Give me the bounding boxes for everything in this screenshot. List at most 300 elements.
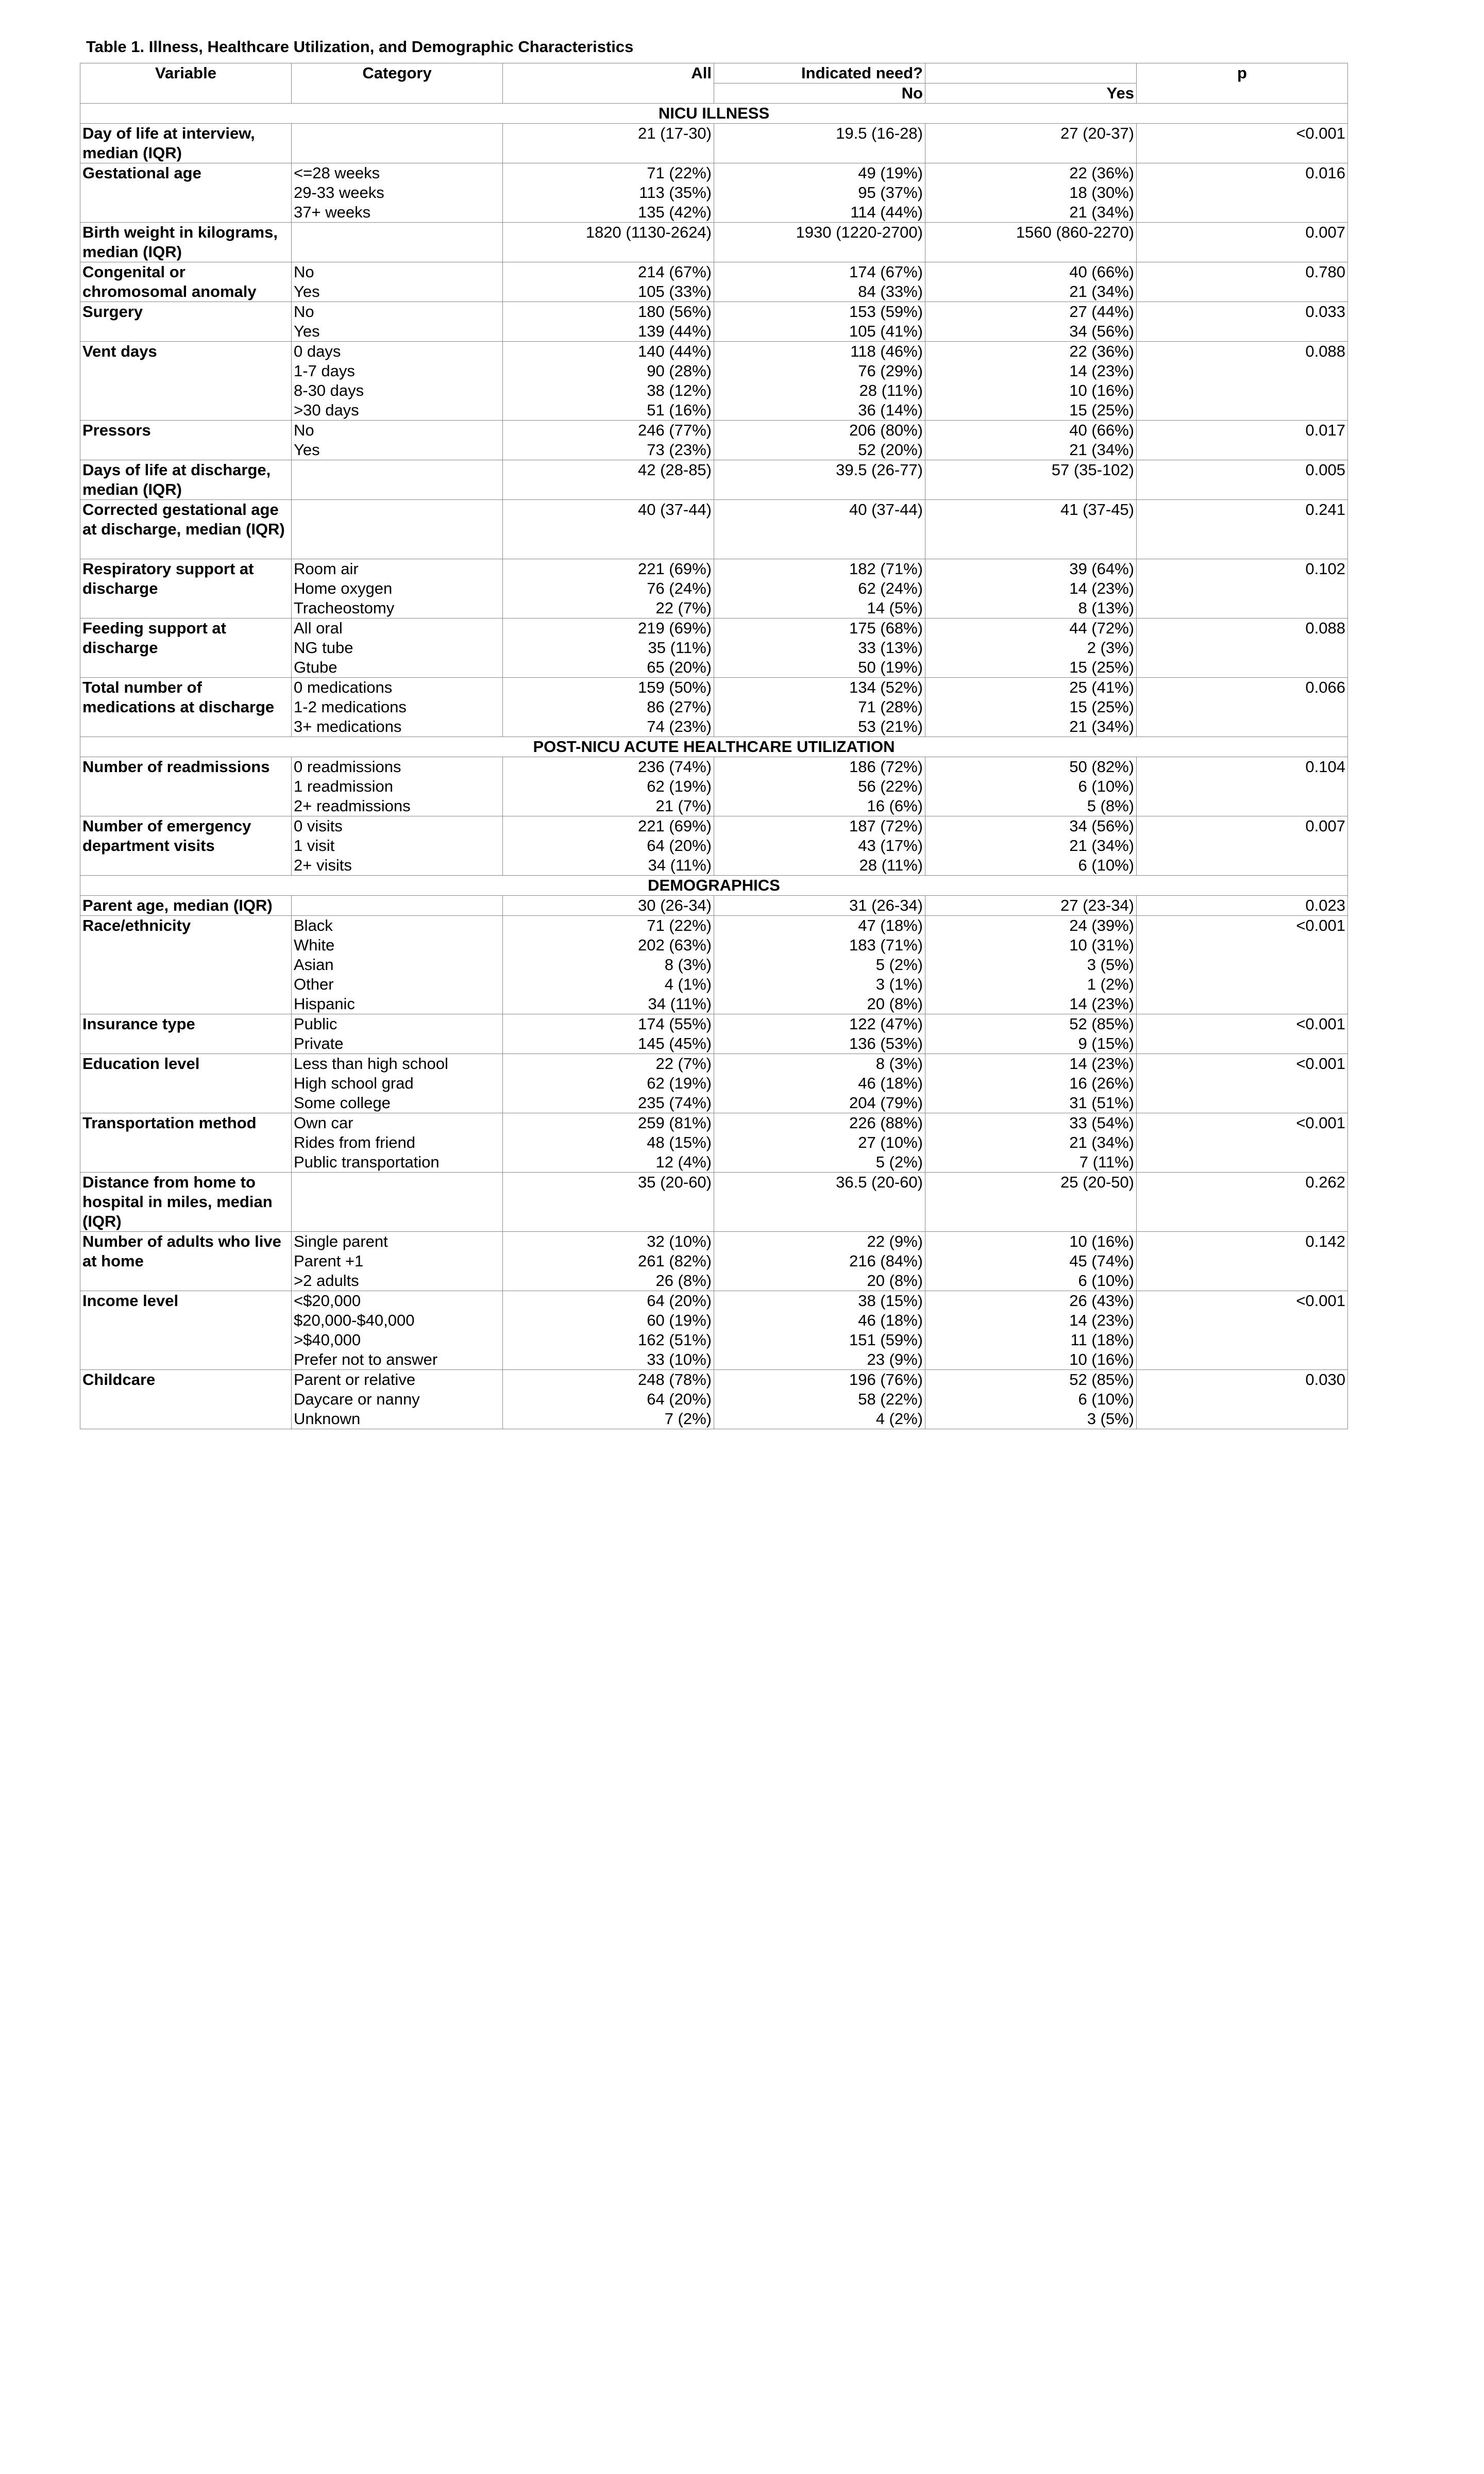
header-row-1 — [80, 63, 1348, 83]
category-cell — [292, 124, 503, 163]
table-row — [80, 1291, 1348, 1370]
yes-value: 6 (10%) — [1078, 856, 1134, 874]
no-value: 76 (29%) — [858, 362, 923, 380]
table-row — [80, 460, 1348, 500]
category-value: Yes — [294, 441, 320, 459]
yes-value: 14 (23%) — [1069, 995, 1134, 1013]
all-cell — [503, 460, 714, 500]
category-cell — [292, 223, 503, 262]
header-all: All — [503, 63, 714, 104]
table-row — [80, 816, 1348, 876]
header-indicated-need: Indicated need? — [714, 63, 925, 83]
category-value — [294, 1173, 500, 1192]
all-value: 221 (69%) — [637, 560, 712, 578]
yes-value: 15 (25%) — [1069, 698, 1134, 716]
p-value-cell: 0.017 — [1137, 421, 1348, 460]
no-value: 196 (76%) — [849, 1370, 923, 1389]
all-value: 30 (26-34) — [637, 896, 712, 914]
variable-cell: Total number of medications at discharge — [80, 678, 292, 737]
all-value: 135 (42%) — [637, 203, 712, 221]
yes-value: 10 (16%) — [1069, 381, 1134, 399]
all-value: 26 (8%) — [655, 1272, 712, 1290]
variable-cell: Race/ethnicity — [80, 916, 292, 1014]
no-cell — [714, 1054, 925, 1113]
category-value: 0 readmissions — [294, 758, 401, 776]
no-value: 16 (6%) — [867, 797, 923, 815]
category-cell — [292, 618, 503, 678]
no-value: 153 (59%) — [849, 303, 923, 321]
p-value-cell: 0.088 — [1137, 342, 1348, 421]
all-cell — [503, 678, 714, 737]
yes-cell — [925, 1054, 1137, 1113]
category-value: Room air — [294, 560, 359, 578]
no-value: 118 (46%) — [850, 342, 923, 360]
category-cell — [292, 816, 503, 876]
yes-cell — [925, 421, 1137, 460]
yes-value: 14 (23%) — [1069, 1055, 1134, 1073]
all-value: 64 (20%) — [647, 837, 712, 855]
yes-value: 27 (23-34) — [1060, 896, 1134, 914]
variable-cell: Childcare — [80, 1370, 292, 1429]
all-value: 219 (69%) — [637, 619, 712, 637]
all-value: 62 (19%) — [647, 1074, 712, 1092]
no-value: 71 (28%) — [858, 698, 923, 716]
no-value: 5 (2%) — [875, 1153, 923, 1171]
yes-cell — [925, 460, 1137, 500]
yes-value: 15 (25%) — [1069, 401, 1134, 419]
category-value — [294, 896, 500, 915]
no-value: 175 (68%) — [849, 619, 923, 637]
yes-value: 26 (43%) — [1069, 1292, 1134, 1310]
table-row — [80, 757, 1348, 816]
no-value: 114 (44%) — [850, 203, 923, 221]
all-value: 162 (51%) — [637, 1331, 712, 1349]
all-value: 7 (2%) — [664, 1410, 712, 1428]
category-cell — [292, 559, 503, 618]
no-value: 95 (37%) — [858, 183, 923, 202]
no-cell — [714, 1232, 925, 1291]
table-row — [80, 124, 1348, 163]
all-value: 1820 (1130-2624) — [585, 223, 712, 241]
p-value-cell: 0.104 — [1137, 757, 1348, 816]
all-value: 180 (56%) — [637, 303, 712, 321]
yes-value: 9 (15%) — [1078, 1034, 1134, 1052]
table-row — [80, 678, 1348, 737]
category-cell — [292, 1291, 503, 1370]
yes-value: 57 (35-102) — [1051, 461, 1134, 479]
no-value: 3 (1%) — [875, 975, 923, 993]
all-value: 236 (74%) — [637, 758, 712, 776]
yes-value: 41 (37-45) — [1060, 500, 1134, 519]
table-row — [80, 262, 1348, 302]
category-value: Public — [294, 1015, 338, 1033]
all-value: 21 (17-30) — [637, 124, 712, 142]
all-cell — [503, 223, 714, 262]
table-row — [80, 500, 1348, 559]
yes-value: 21 (34%) — [1069, 203, 1134, 221]
yes-cell — [925, 896, 1137, 916]
yes-value: 33 (54%) — [1069, 1114, 1134, 1132]
all-cell — [503, 618, 714, 678]
no-value: 28 (11%) — [859, 381, 923, 399]
yes-value: 7 (11%) — [1079, 1153, 1134, 1171]
header-category: Category — [292, 63, 503, 104]
yes-value: 6 (10%) — [1078, 1390, 1134, 1408]
no-cell — [714, 163, 925, 223]
table-row — [80, 916, 1348, 1014]
yes-cell — [925, 916, 1137, 1014]
no-value: 206 (80%) — [849, 421, 923, 439]
yes-value: 31 (51%) — [1069, 1094, 1134, 1112]
yes-value: 27 (20-37) — [1060, 124, 1134, 142]
yes-cell — [925, 1370, 1137, 1429]
all-value: 62 (19%) — [647, 777, 712, 795]
yes-value: 14 (23%) — [1069, 1311, 1134, 1329]
category-value: No — [294, 263, 314, 281]
all-value: 60 (19%) — [647, 1311, 712, 1329]
no-value: 84 (33%) — [858, 282, 923, 300]
category-value: Rides from friend — [294, 1133, 416, 1151]
variable-cell: Birth weight in kilograms, median (IQR) — [80, 223, 292, 262]
p-value-cell: 0.007 — [1137, 816, 1348, 876]
yes-value: 27 (44%) — [1069, 303, 1134, 321]
p-value-cell: 0.066 — [1137, 678, 1348, 737]
all-value: 73 (23%) — [647, 441, 712, 459]
category-value: Home oxygen — [294, 579, 393, 597]
yes-value: 3 (5%) — [1087, 1410, 1134, 1428]
all-value: 74 (23%) — [647, 717, 712, 735]
yes-cell — [925, 678, 1137, 737]
yes-value: 11 (18%) — [1070, 1331, 1134, 1349]
header-blank — [925, 63, 1137, 83]
no-cell — [714, 302, 925, 342]
category-value: Yes — [294, 322, 320, 340]
no-cell — [714, 223, 925, 262]
category-cell — [292, 1173, 503, 1232]
all-cell — [503, 124, 714, 163]
section-title: DEMOGRAPHICS — [80, 876, 1348, 896]
all-value: 261 (82%) — [637, 1252, 712, 1270]
yes-cell — [925, 500, 1137, 559]
no-value: 105 (41%) — [849, 322, 923, 340]
no-value: 20 (8%) — [867, 1272, 923, 1290]
yes-value: 14 (23%) — [1069, 579, 1134, 597]
p-value-cell: 0.016 — [1137, 163, 1348, 223]
all-value: 35 (20-60) — [637, 1173, 712, 1191]
all-value: 40 (37-44) — [637, 500, 712, 519]
category-value: Hispanic — [294, 995, 355, 1013]
variable-cell: Day of life at interview, median (IQR) — [80, 124, 292, 163]
category-value: 37+ weeks — [294, 203, 371, 221]
yes-value: 25 (41%) — [1069, 678, 1134, 696]
no-value: 4 (2%) — [875, 1410, 923, 1428]
no-value: 39.5 (26-77) — [836, 461, 923, 479]
yes-value: 10 (31%) — [1069, 936, 1134, 954]
yes-value: 25 (20-50) — [1060, 1173, 1134, 1191]
table-row — [80, 421, 1348, 460]
all-cell — [503, 1232, 714, 1291]
no-cell — [714, 460, 925, 500]
no-cell — [714, 124, 925, 163]
all-value: 48 (15%) — [647, 1133, 712, 1151]
table-row — [80, 1173, 1348, 1232]
all-value: 105 (33%) — [637, 282, 712, 300]
all-value: 38 (12%) — [647, 381, 712, 399]
category-value: Daycare or nanny — [294, 1390, 420, 1408]
category-value: Some college — [294, 1094, 391, 1112]
no-value: 216 (84%) — [849, 1252, 923, 1270]
yes-value: 5 (8%) — [1087, 797, 1134, 815]
all-cell — [503, 816, 714, 876]
yes-value: 8 (13%) — [1078, 599, 1134, 617]
table-row — [80, 1370, 1348, 1429]
category-value: 1-2 medications — [294, 698, 407, 716]
variable-cell: Respiratory support at discharge — [80, 559, 292, 618]
no-value: 136 (53%) — [849, 1034, 923, 1052]
no-value: 36.5 (20-60) — [836, 1173, 923, 1191]
no-value: 53 (21%) — [858, 717, 923, 735]
all-value: 8 (3%) — [664, 956, 712, 974]
category-value: <=28 weeks — [294, 164, 380, 182]
all-value: 65 (20%) — [647, 658, 712, 676]
variable-cell: Days of life at discharge, median (IQR) — [80, 460, 292, 500]
no-cell — [714, 618, 925, 678]
no-value: 174 (67%) — [849, 263, 923, 281]
yes-value: 50 (82%) — [1069, 758, 1134, 776]
section-title: NICU ILLNESS — [80, 104, 1348, 124]
no-value: 40 (37-44) — [849, 500, 923, 519]
table-row — [80, 618, 1348, 678]
no-value: 43 (17%) — [858, 837, 923, 855]
variable-cell: Vent days — [80, 342, 292, 421]
header-yes: Yes — [925, 83, 1137, 104]
category-value: 0 days — [294, 342, 341, 360]
all-value: 140 (44%) — [637, 342, 712, 360]
yes-value: 16 (26%) — [1069, 1074, 1134, 1092]
yes-cell — [925, 1173, 1137, 1232]
all-value: 71 (22%) — [647, 164, 712, 182]
no-cell — [714, 816, 925, 876]
category-cell — [292, 916, 503, 1014]
yes-value: 44 (72%) — [1069, 619, 1134, 637]
variable-cell: Parent age, median (IQR) — [80, 896, 292, 916]
all-cell — [503, 342, 714, 421]
category-value: No — [294, 303, 314, 321]
category-value: Own car — [294, 1114, 353, 1132]
category-cell — [292, 342, 503, 421]
no-value: 14 (5%) — [867, 599, 923, 617]
header-no: No — [714, 83, 925, 104]
no-value: 47 (18%) — [858, 916, 923, 934]
p-value-cell: 0.088 — [1137, 618, 1348, 678]
yes-value: 1 (2%) — [1087, 975, 1134, 993]
no-cell — [714, 1173, 925, 1232]
category-value: Unknown — [294, 1410, 361, 1428]
category-value: Other — [294, 975, 334, 993]
category-cell — [292, 757, 503, 816]
section-row — [80, 104, 1348, 124]
category-cell — [292, 500, 503, 559]
all-value: 235 (74%) — [637, 1094, 712, 1112]
no-value: 46 (18%) — [858, 1074, 923, 1092]
yes-cell — [925, 618, 1137, 678]
p-value-cell: 0.023 — [1137, 896, 1348, 916]
no-cell — [714, 678, 925, 737]
category-cell — [292, 1232, 503, 1291]
p-value-cell: 0.007 — [1137, 223, 1348, 262]
category-value: >2 adults — [294, 1272, 359, 1290]
category-value: 2+ readmissions — [294, 797, 411, 815]
category-value: Parent +1 — [294, 1252, 364, 1270]
table-row — [80, 223, 1348, 262]
category-value: 1 visit — [294, 837, 335, 855]
yes-value: 21 (34%) — [1069, 717, 1134, 735]
p-value-cell: <0.001 — [1137, 1014, 1348, 1054]
all-cell — [503, 1173, 714, 1232]
yes-value: 21 (34%) — [1069, 282, 1134, 300]
data-table — [80, 63, 1348, 1429]
all-cell — [503, 757, 714, 816]
no-value: 187 (72%) — [849, 817, 923, 835]
yes-cell — [925, 1232, 1137, 1291]
all-value: 202 (63%) — [637, 936, 712, 954]
yes-value: 52 (85%) — [1069, 1370, 1134, 1389]
table-row — [80, 342, 1348, 421]
section-title: POST-NICU ACUTE HEALTHCARE UTILIZATION — [80, 737, 1348, 757]
category-value: Single parent — [294, 1232, 388, 1250]
category-value: 1 readmission — [294, 777, 393, 795]
category-cell — [292, 262, 503, 302]
no-value: 50 (19%) — [858, 658, 923, 676]
p-value-cell: 0.142 — [1137, 1232, 1348, 1291]
yes-value: 2 (3%) — [1087, 639, 1134, 657]
yes-value: 15 (25%) — [1069, 658, 1134, 676]
category-value: 3+ medications — [294, 717, 402, 735]
category-value — [294, 124, 500, 143]
category-value: Public transportation — [294, 1153, 440, 1171]
all-value: 159 (50%) — [637, 678, 712, 696]
no-value: 52 (20%) — [858, 441, 923, 459]
all-value: 34 (11%) — [648, 995, 712, 1013]
category-cell — [292, 1054, 503, 1113]
yes-cell — [925, 342, 1137, 421]
yes-cell — [925, 262, 1137, 302]
no-value: 22 (9%) — [867, 1232, 923, 1250]
no-value: 19.5 (16-28) — [836, 124, 923, 142]
category-value: Asian — [294, 956, 334, 974]
category-cell — [292, 460, 503, 500]
no-value: 20 (8%) — [867, 995, 923, 1013]
category-value: Tracheostomy — [294, 599, 395, 617]
all-cell — [503, 262, 714, 302]
category-value: 0 medications — [294, 678, 393, 696]
table-title: Table 1. Illness, Healthcare Utilization, and Demographic Characteristics — [86, 38, 634, 56]
yes-cell — [925, 1291, 1137, 1370]
all-value: 51 (16%) — [647, 401, 712, 419]
p-value-cell: 0.102 — [1137, 559, 1348, 618]
no-cell — [714, 1370, 925, 1429]
yes-cell — [925, 223, 1137, 262]
variable-cell: Feeding support at discharge — [80, 618, 292, 678]
no-value: 8 (3%) — [875, 1055, 923, 1073]
section-row — [80, 737, 1348, 757]
no-value: 62 (24%) — [858, 579, 923, 597]
yes-value: 34 (56%) — [1069, 817, 1134, 835]
yes-cell — [925, 816, 1137, 876]
all-value: 32 (10%) — [647, 1232, 712, 1250]
variable-cell: Number of emergency department visits — [80, 816, 292, 876]
variable-cell: Gestational age — [80, 163, 292, 223]
all-cell — [503, 1014, 714, 1054]
no-value: 36 (14%) — [858, 401, 923, 419]
yes-cell — [925, 1113, 1137, 1173]
category-value: >$40,000 — [294, 1331, 361, 1349]
all-value: 21 (7%) — [655, 797, 712, 815]
table-row — [80, 1232, 1348, 1291]
all-cell — [503, 1054, 714, 1113]
p-value-cell: 0.780 — [1137, 262, 1348, 302]
variable-cell: Income level — [80, 1291, 292, 1370]
no-cell — [714, 500, 925, 559]
category-value — [294, 460, 500, 480]
variable-cell: Transportation method — [80, 1113, 292, 1173]
category-value: >30 days — [294, 401, 359, 419]
yes-value: 10 (16%) — [1069, 1350, 1134, 1368]
table-row — [80, 1014, 1348, 1054]
p-value-cell: 0.241 — [1137, 500, 1348, 559]
category-value: <$20,000 — [294, 1292, 361, 1310]
yes-cell — [925, 757, 1137, 816]
all-cell — [503, 559, 714, 618]
yes-value: 1560 (860-2270) — [1016, 223, 1134, 241]
yes-value: 39 (64%) — [1069, 560, 1134, 578]
category-value: 29-33 weeks — [294, 183, 384, 202]
all-value: 71 (22%) — [647, 916, 712, 934]
yes-value: 18 (30%) — [1069, 183, 1134, 202]
category-value: Private — [294, 1034, 344, 1052]
no-value: 58 (22%) — [858, 1390, 923, 1408]
p-value-cell: <0.001 — [1137, 1113, 1348, 1173]
yes-value: 40 (66%) — [1069, 421, 1134, 439]
all-cell — [503, 1113, 714, 1173]
table-row — [80, 896, 1348, 916]
yes-cell — [925, 302, 1137, 342]
category-cell — [292, 163, 503, 223]
table-row — [80, 1054, 1348, 1113]
category-cell — [292, 1113, 503, 1173]
no-value: 1930 (1220-2700) — [796, 223, 923, 241]
all-value: 139 (44%) — [637, 322, 712, 340]
yes-cell — [925, 559, 1137, 618]
variable-cell: Number of adults who live at home — [80, 1232, 292, 1291]
no-cell — [714, 559, 925, 618]
variable-cell: Education level — [80, 1054, 292, 1113]
category-value: 2+ visits — [294, 856, 352, 874]
table-row — [80, 1113, 1348, 1173]
yes-value: 14 (23%) — [1069, 362, 1134, 380]
yes-value: 22 (36%) — [1069, 342, 1134, 360]
table-row — [80, 302, 1348, 342]
category-value: Gtube — [294, 658, 338, 676]
all-value: 22 (7%) — [655, 1055, 712, 1073]
yes-cell — [925, 163, 1137, 223]
p-value-cell: <0.001 — [1137, 124, 1348, 163]
category-value: NG tube — [294, 639, 353, 657]
variable-cell: Congenital or chromosomal anomaly — [80, 262, 292, 302]
yes-cell — [925, 124, 1137, 163]
no-value: 186 (72%) — [849, 758, 923, 776]
p-value-cell: 0.005 — [1137, 460, 1348, 500]
